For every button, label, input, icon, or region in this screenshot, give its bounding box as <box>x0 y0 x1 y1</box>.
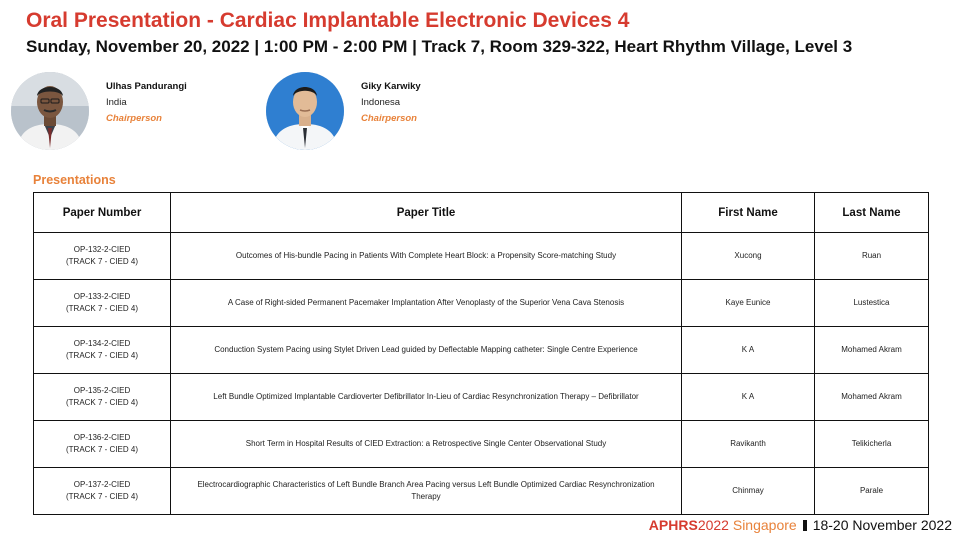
last-name-cell: Mohamed Akram <box>815 374 929 421</box>
paper-number: OP-136-2-CIED <box>73 433 131 443</box>
brand-year: 2022 <box>697 517 729 533</box>
chairperson-country: India <box>106 97 127 108</box>
paper-number-cell <box>34 468 171 515</box>
session-details: Sunday, November 20, 2022 | 1:00 PM - 2:00 PM | Track 7, Room 329-322, Heart Rhythm Village, Level 3 <box>26 37 853 56</box>
last-name-cell: Mohamed Akram <box>815 327 929 374</box>
chairperson-name: Giky Karwiky <box>361 81 421 92</box>
paper-number-cell <box>34 421 171 468</box>
paper-number-cell <box>34 280 171 327</box>
paper-title-cell: Short Term in Hospital Results of CIED Extraction: a Retrospective Single Center Observational Study <box>171 421 682 468</box>
chairperson-role: Chairperson <box>361 113 417 124</box>
paper-number: OP-133-2-CIED <box>73 292 131 302</box>
table-row <box>34 327 929 374</box>
first-name-cell: Ravikanth <box>682 421 815 468</box>
event-dates: 18-20 November 2022 <box>812 517 952 533</box>
paper-number-cell <box>34 233 171 280</box>
table-row <box>34 280 929 327</box>
first-name-cell: K A <box>682 374 815 421</box>
paper-title-cell: Left Bundle Optimized Implantable Cardioverter Defibrillator In-Lieu of Cardiac Resynchronization Therapy – Defibrillator <box>171 374 682 421</box>
paper-number-cell <box>34 374 171 421</box>
brand-name: APHRS <box>648 517 698 533</box>
column-header-paper-title: Paper Title <box>171 193 682 233</box>
paper-track: (TRACK 7 - CIED 4) <box>65 445 138 454</box>
last-name-cell: Lustestica <box>815 280 929 327</box>
presentations-table <box>33 192 929 515</box>
paper-title-cell: Conduction System Pacing using Stylet Driven Lead guided by Deflectable Mapping catheter: Single Centre Experience <box>171 327 682 374</box>
paper-title-cell: A Case of Right-sided Permanent Pacemaker Implantation After Venoplasty of the Superior Vena Cava Stenosis <box>171 280 682 327</box>
last-name-cell: Parale <box>815 468 929 515</box>
person-photo-icon <box>266 72 344 150</box>
paper-number: OP-137-2-CIED <box>73 480 131 490</box>
paper-track: (TRACK 7 - CIED 4) <box>65 257 138 266</box>
chairperson-name: Ulhas Pandurangi <box>106 81 187 92</box>
column-header-paper-number: Paper Number <box>34 193 171 233</box>
table-header-row <box>34 193 929 233</box>
table-row <box>34 233 929 280</box>
paper-number-cell <box>34 327 171 374</box>
paper-number: OP-135-2-CIED <box>73 386 131 396</box>
paper-number: OP-134-2-CIED <box>73 339 131 349</box>
brand-city: Singapore <box>728 517 797 533</box>
table-row <box>34 468 929 515</box>
avatar <box>11 72 89 150</box>
section-heading: Presentations <box>33 173 116 187</box>
chairperson-role: Chairperson <box>106 113 162 124</box>
column-header-last-name: Last Name <box>815 193 929 233</box>
table-row <box>34 421 929 468</box>
paper-track: (TRACK 7 - CIED 4) <box>65 398 138 407</box>
paper-track: (TRACK 7 - CIED 4) <box>65 492 138 501</box>
last-name-cell: Telikicherla <box>815 421 929 468</box>
paper-track: (TRACK 7 - CIED 4) <box>65 304 138 313</box>
chairperson-country: Indonesa <box>361 97 401 108</box>
paper-title-cell: Electrocardiographic Characteristics of Left Bundle Branch Area Pacing versus Left Bundle Optimized Cardiac Resynchronization Therapy <box>171 468 682 515</box>
page-title: Oral Presentation - Cardiac Implantable Electronic Devices 4 <box>26 9 630 32</box>
person-photo-icon <box>11 72 89 150</box>
table-row <box>34 374 929 421</box>
first-name-cell: Xucong <box>682 233 815 280</box>
last-name-cell: Ruan <box>815 233 929 280</box>
column-header-first-name: First Name <box>682 193 815 233</box>
separator-bar <box>803 520 807 531</box>
first-name-cell: Chinmay <box>682 468 815 515</box>
first-name-cell: K A <box>682 327 815 374</box>
avatar <box>266 72 344 150</box>
paper-track: (TRACK 7 - CIED 4) <box>65 351 138 360</box>
paper-title-cell: Outcomes of His-bundle Pacing in Patients With Complete Heart Block: a Propensity Score-matching Study <box>171 233 682 280</box>
paper-number: OP-132-2-CIED <box>73 245 131 255</box>
first-name-cell: Kaye Eunice <box>682 280 815 327</box>
event-footer <box>649 517 952 533</box>
